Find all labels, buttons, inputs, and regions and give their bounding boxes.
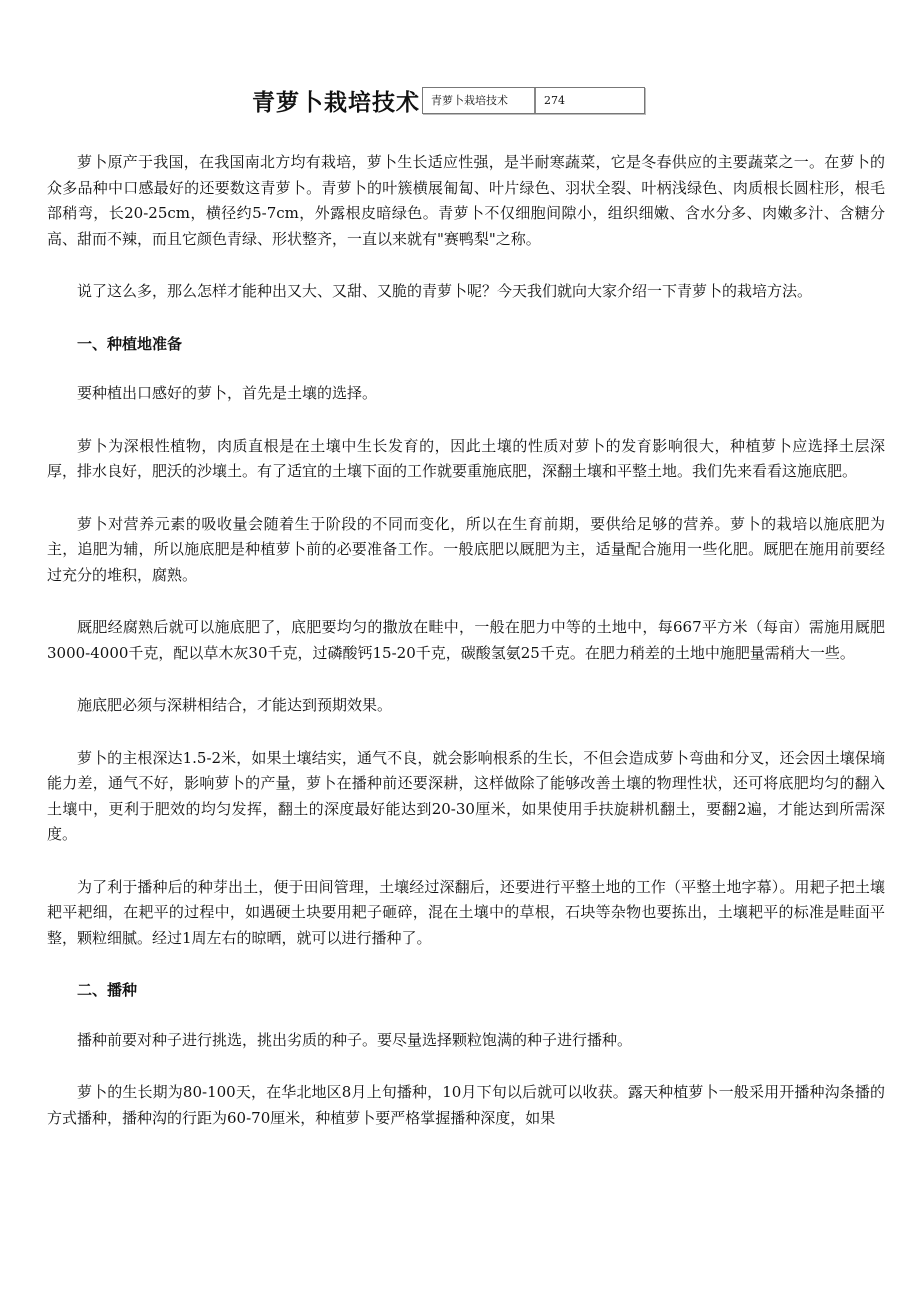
title-row (252, 82, 645, 122)
article-body (47, 150, 885, 1158)
meta-doc-name: 青萝卜栽培技术 (423, 88, 536, 113)
paragraph: 要种植出口感好的萝卜，首先是土壤的选择。 (77, 384, 378, 402)
section-heading: 二、播种 (77, 981, 138, 999)
paragraph: 说了这么多，那么怎样才能种出又大、又甜、又脆的青萝卜呢？今天我们就向大家介绍一下青萝卜的栽培方法。 (77, 282, 813, 300)
paragraph: 萝卜的主根深达1.5-2米，如果土壤结实，通气不良，就会影响根系的生长，不但会造成萝卜弯曲和分叉，还会因土壤保墒能力差，通气不好，影响萝卜的产量，萝卜在播种前还要深耕，这样做除了能够改善土壤的物理性状，还可将底肥均匀的翻入土壤中，更利于肥效的均匀发挥，翻土的深度最好能达到20-30厘米，如果使用手扶旋耕机翻土，要翻2遍，才能达到所需深度。 (47, 748, 885, 843)
paragraph: 施底肥必须与深耕相结合，才能达到预期效果。 (77, 696, 393, 714)
meta-page-count: 274 (544, 94, 565, 107)
paragraph: 为了利于播种后的种芽出土，便于田间管理，土壤经过深翻后，还要进行平整土地的工作（平整土地字幕）。用耙子把土壤耙平耙细，在耙平的过程中，如遇硬土块要用耙子砸碎，混在土壤中的草根，石块等杂物也要拣出，土壤耙平的标准是畦面平整，颗粒细腻。经过1周左右的晾晒，就可以进行播种了。 (47, 877, 885, 947)
page-title: 青萝卜栽培技术 (252, 90, 420, 116)
paragraph: 播种前要对种子进行挑选，挑出劣质的种子。要尽量选择颗粒饱满的种子进行播种。 (77, 1030, 633, 1049)
paragraph: 萝卜对营养元素的吸收量会随着生于阶段的不同而变化，所以在生育前期，要供给足够的营养。萝卜的栽培以施底肥为主，追肥为辅，所以施底肥是种植萝卜前的必要准备工作。一般底肥以厩肥为主，适量配合施用一些化肥。厩肥在施用前要经过充分的堆积，腐熟。 (47, 514, 885, 584)
paragraph: 厩肥经腐熟后就可以施底肥了，底肥要均匀的撒放在畦中，一般在肥力中等的土地中，每667平方米（每亩）需施用厩肥3000-4000千克，配以草木灰30千克，过磷酸钙15-20千克，碳酸氢氨25千克。在肥力稍差的土地中施肥量需稍大一些。 (47, 618, 885, 662)
paragraph: 萝卜原产于我国，在我国南北方均有栽培，萝卜生长适应性强，是半耐寒蔬菜，它是冬春供应的主要蔬菜之一。在萝卜的众多品种中口感最好的还要数这青萝卜。青萝卜的叶簇横展匍匐、叶片绿色、羽状全裂、叶柄浅绿色、肉质根长圆柱形，根毛部稍弯，长20-25cm，横径约5-7cm，外露根皮暗绿色。青萝卜不仅细胞间隙小，组织细嫩、含水分多、肉嫩多汁、含糖分高、甜而不辣，而且它颜色青绿、形状整齐，一直以来就有"赛鸭梨"之称。 (47, 153, 885, 248)
paragraph: 萝卜为深根性植物，肉质直根是在土壤中生长发育的，因此土壤的性质对萝卜的发育影响很大，种植萝卜应选择土层深厚，排水良好，肥沃的沙壤土。有了适宜的土壤下面的工作就要重施底肥，深翻土壤和平整土地。我们先来看看这施底肥。 (47, 436, 885, 480)
section-heading: 一、种植地准备 (77, 334, 183, 353)
paragraph: 萝卜的生长期为80-100天，在华北地区8月上旬播种，10月下旬以后就可以收获。露天种植萝卜一般采用开播种沟条播的方式播种，播种沟的行距为60-70厘米，种植萝卜要严格掌握播种深度，如果 (47, 1083, 885, 1127)
document-meta-box (422, 87, 645, 114)
